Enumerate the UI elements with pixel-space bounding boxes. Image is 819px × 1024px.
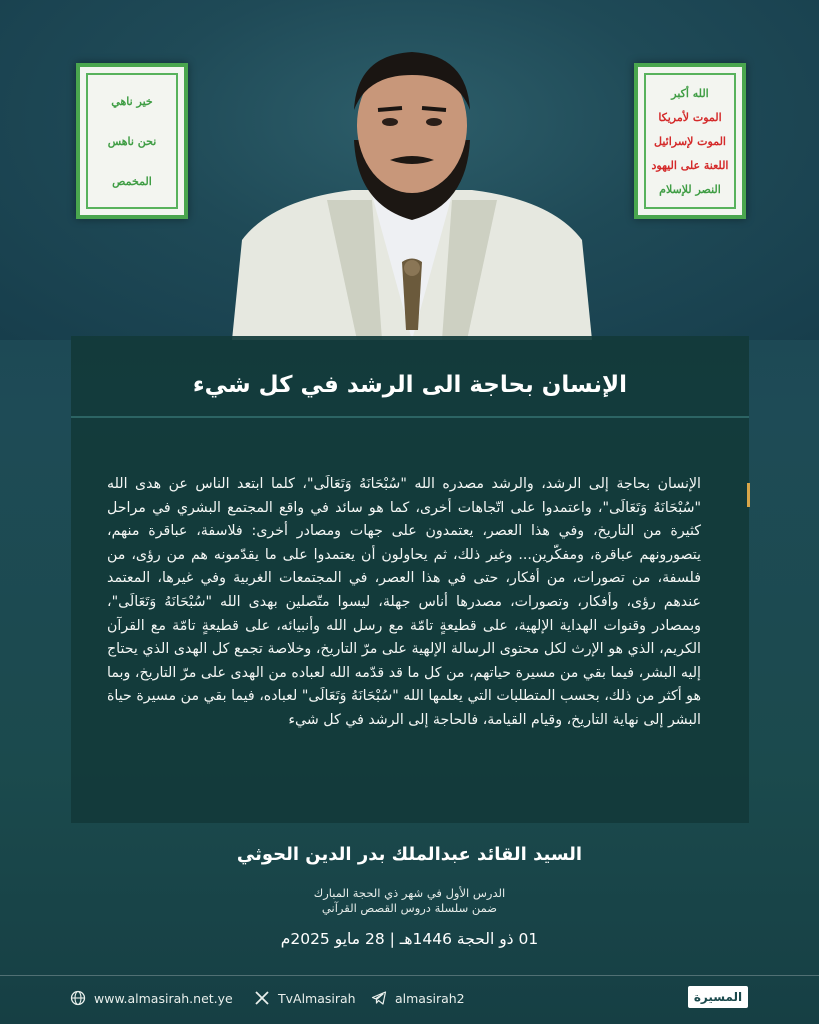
x-handle-text: TvAlmasirah [278,990,356,1006]
footer-divider [0,975,819,976]
slogan-line: الله أكبر [671,86,709,100]
website-text: www.almasirah.net.ye [94,990,233,1006]
quote-card [71,336,749,823]
card-body-text: الإنسان بحاجة إلى الرشد، والرشد مصدره الله "سُبْحَانَهُ وَتَعَالَى"، كلما ابتعد الناس عن هدى الله "سُبْحَانَهُ وَتَعَالَى"، واعتمدوا على اتّجاهات أخرى، كما هو سائد في واقع المجتمع البشري في مراحل كثيرة من التاريخ، وفي هذا العصر، يعتمدون على جهات ومصادر أخرى: فلاسفة، عباقرة منهم، يتصورونهم عباقرة، ومفكّرين... وغير ذلك، ثم يحاولون أن يعتمدوا على ما يقدّمونه هم من رؤى، من فلسفة، من تصورات، من أفكار، حتى في هذا العصر، في المجتمعات الغربية وفي غيرها، المعتمد عندهم رؤى، وأفكار، وتصورات، مصدرها أناس جهلة، ليسوا متّصلين بهدى الله "سُبْحَانَهُ وَتَعَالَى"، وبمصادر وقنوات الهداية الإلهية، على قطيعةٍ تامّة مع رسل الله وأنبيائه، على قطيعةٍ تامّة مع القرآن الكريم، الذي هو الإرث لكل محتوى الرسالة الإلهية على مرّ التاريخ، وخلاصة تجمع كل الهدى الذي يحتاج إليه البشر، فيما بقي من مسيرة حياتهم، من كل ما قد قدّمه الله لعباده من الهدى على مرّ التاريخ، وبما هو أكثر من ذلك، بحسب المتطلبات التي يعلمها الله "سُبْحَانَهُ وَتَعَالَى" لعباده، فيما بقي من مسيرة حياة البشر إلى نهاية التاريخ، وقيام القيامة، فالحاجة إلى الرشد في كل شيء [107,476,701,728]
slogan-line: اللعنة على اليهود [651,158,729,172]
telegram-link[interactable] [371,986,465,1010]
slogan-line: الموت لأمريكا [658,110,722,124]
telegram-text: almasirah2 [395,990,465,1006]
lesson-line-2: ضمن سلسلة دروس القصص القرآني [321,901,498,915]
card-title: الإنسان بحاجة الى الرشد في كل شيء [192,372,628,398]
speaker-portrait [232,30,592,340]
lesson-info [0,886,819,916]
accent-marker [747,483,750,507]
website-link[interactable] [70,986,233,1010]
footer [0,986,819,1010]
left-banner-inner [86,73,178,209]
right-banner-inner [644,73,736,209]
left-banner-line: المخمص [112,174,152,188]
right-banner [634,63,746,219]
slogan-line: الموت لإسرائيل [654,134,726,148]
left-banner-line: نحن ناهس [107,134,157,148]
x-logo-icon [254,990,270,1006]
author-name: السيد القائد عبدالملك بدر الدين الحوثي [236,844,583,865]
slogan-line: النصر للإسلام [659,182,721,196]
title-divider [71,416,749,418]
left-banner [76,63,188,219]
globe-icon [70,990,86,1006]
lesson-line-1: الدرس الأول في شهر ذي الحجة المبارك [313,886,506,900]
logo-text: المسيرة [693,990,743,1004]
lesson-date: 01 ذو الحجة 1446هـ | 28 مايو 2025م [280,930,539,948]
left-banner-line: خير ناهي [111,94,153,108]
almasirah-logo [688,986,748,1008]
telegram-icon [371,990,387,1006]
x-link[interactable] [254,986,356,1010]
